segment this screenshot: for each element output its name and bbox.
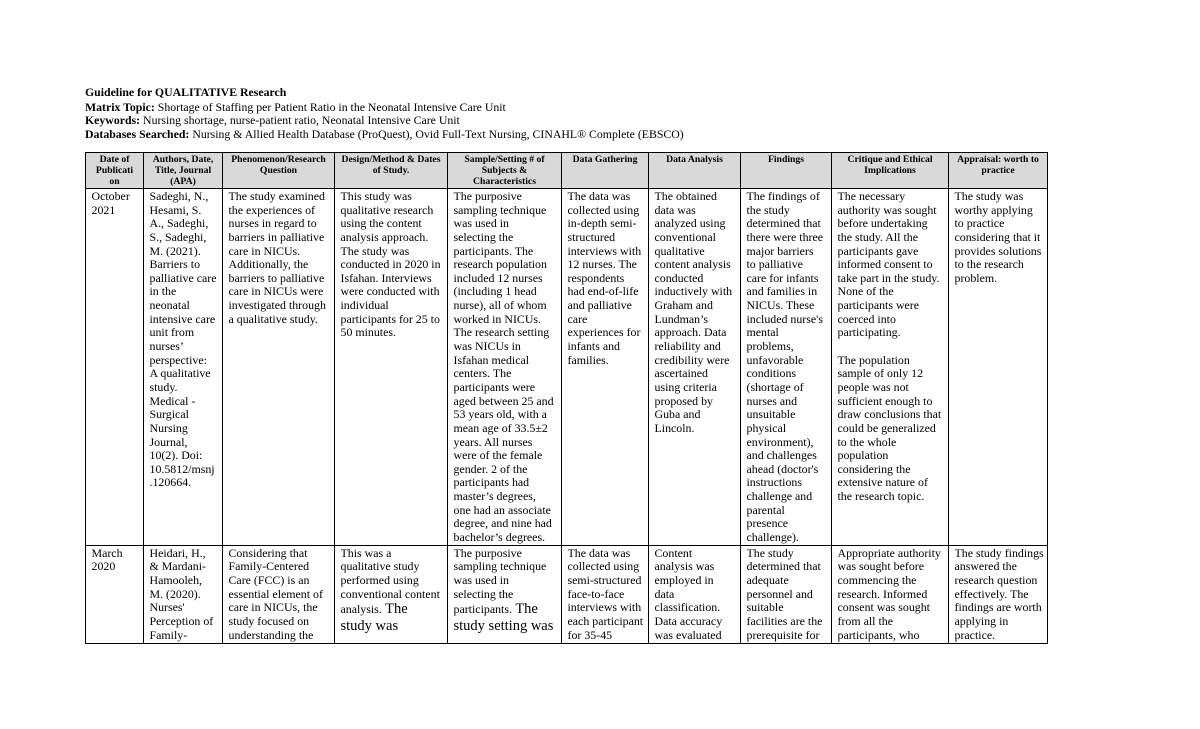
- cell-r2-design-text: [341, 547, 448, 643]
- header-date: Date of Publicati on: [86, 153, 144, 189]
- cell-r1-design: [335, 189, 448, 546]
- cell-r1-phenomenon-text: The study examined the experiences of nurses in regard to barriers in palliative care in NICUs. Additionally, the barriers to palliative care in NICUs were investigated through a qualitative study.: [228, 189, 326, 326]
- header-row: [86, 153, 1048, 189]
- databases-line: [85, 128, 684, 142]
- cell-r1-design-text: This study was qualitative research using the content analysis approach. The study was conducted in 2020 in Isfahan. Interviews were conducted with individual participants for 25 to 50 minutes.: [340, 189, 441, 340]
- keywords-label: Keywords:: [85, 113, 141, 128]
- cell-r1-sample: [448, 189, 562, 546]
- cell-r2-sample-text: [454, 547, 562, 643]
- cell-r1-gathering-text: The data was collected using in-depth semi- structured interviews with 12 nurses. The respondents had end-of-life and palliative care experiences for infants and families.: [567, 189, 642, 367]
- cell-r1-gathering: [562, 189, 649, 546]
- cell-r2-design-text-large: The study was: [340, 601, 408, 635]
- cell-r1-critique: [832, 189, 949, 546]
- table-row: [86, 545, 1048, 643]
- cell-r1-analysis-text: The obtained data was analyzed using conventional qualitative content analysis conducted inductively with Graham and Lundman’s approach. Data reliability and credibility were ascertained using criteria proposed by Guba and Lincoln.: [654, 189, 733, 435]
- cell-r1-authors: [144, 189, 223, 546]
- cell-r2-analysis: [649, 545, 741, 643]
- cell-r2-critique: [832, 545, 949, 643]
- cell-r1-findings: [741, 189, 832, 546]
- cell-r2-gathering-text: The data was collected using semi-structured face-to-face interviews with each participant for 35-45: [567, 546, 644, 642]
- cell-r2-sample-text-large: The study setting was: [453, 601, 554, 635]
- cell-r2-authors-text: Heidari, H., & Mardani- Hamooleh, M. (2020). Nurses' Perception of Family-: [149, 546, 214, 642]
- cell-r1-sample-text: The purposive sampling technique was used in selecting the participants. The research population included 12 nurses (including 1 head nurse), all of whom worked in NICUs. The research setting was NICUs in Isfahan medical centers. The participants were aged between 25 and 53 years old, with a mean age of 33.5±2 years. All nurses were of the female gender. 2 of the participants had master’s degrees, one had an associate degree, and nine had bachelor’s degrees.: [453, 189, 554, 545]
- cell-r2-findings-text: The study determined that adequate personnel and suitable facilities are the prerequisite for: [746, 546, 823, 642]
- header-gathering: Data Gathering: [562, 153, 649, 189]
- cell-r2-findings: [741, 545, 832, 643]
- keywords-line: [85, 114, 684, 128]
- cell-r2-appraisal: [949, 545, 1048, 643]
- document-title: Guideline for QUALITATIVE Research: [85, 85, 287, 99]
- header-phenomenon: Phenomenon/Research Question: [223, 153, 335, 189]
- cell-r2-gathering: [562, 545, 649, 643]
- header-sample: Sample/Setting # of Subjects & Characteristics: [448, 153, 562, 189]
- matrix-topic-line: [85, 101, 684, 115]
- cell-r2-sample-text-normal: The purposive sampling technique was used in selecting the participants.: [453, 546, 547, 617]
- cell-r1-findings-text: The findings of the study determined that there were three major barriers to palliative care for infants and families in NICUs. These included nurse's mental problems, unfavorable conditions (shortage of nurses and unsuitable physical environment), and challenges ahead (doctor's instructions challenge and parental presence challenge).: [746, 189, 824, 545]
- header-appraisal: Appraisal: worth to practice: [949, 153, 1048, 189]
- cell-r2-date: [86, 545, 144, 643]
- cell-r2-sample: [448, 545, 562, 643]
- cell-r2-phenomenon-text: Considering that Family-Centered Care (FCC) is an essential element of care in NICUs, the study focused on understanding the: [228, 546, 323, 642]
- header-analysis: Data Analysis: [649, 153, 741, 189]
- research-matrix-table: [85, 152, 1048, 644]
- cell-r2-authors: [144, 545, 223, 643]
- cell-r1-phenomenon: [223, 189, 335, 546]
- cell-r2-date-text: March 2020: [91, 546, 123, 574]
- cell-r1-date-text: October 2021: [91, 189, 130, 217]
- cell-r2-analysis-text: Content analysis was employed in data classification. Data accuracy was evaluated: [654, 546, 723, 642]
- cell-r1-critique-text: The necessary authority was sought before undertaking the study. All the participants gave informed consent to take part in the study. None of the participants were coerced into participating. The population sample of only 12 people was not sufficient enough to draw conclusions that could be generalized to the whole population considering the extensive nature of the research topic.: [837, 189, 942, 504]
- keywords-value: Nursing shortage, nurse-patient ratio, Neonatal Intensive Care Unit: [143, 113, 460, 128]
- databases-value: Nursing & Allied Health Database (ProQuest), Ovid Full-Text Nursing, CINAHL® Complete (EBSCO): [192, 126, 684, 141]
- table-body: [86, 189, 1048, 644]
- cell-r1-authors-text: Sadeghi, N., Hesami, S. A., Sadeghi, S., Sadeghi, M. (2021). Barriers to palliative care in the neonatal intensive care unit from nurses’ perspective: A qualitative study. Medical - Surgical Nursing Journal, 10(2). Doi: 10.5812/msnj .120664.: [149, 189, 217, 490]
- table-row: [86, 189, 1048, 546]
- document-header: [85, 86, 684, 141]
- cell-r1-analysis: [649, 189, 741, 546]
- cell-r2-critique-text: Appropriate authority was sought before commencing the research. Informed consent was sought from all the participants, who: [837, 546, 941, 642]
- cell-r2-design-text-normal: This was a qualitative study performed using conventional content analysis.: [340, 546, 440, 617]
- matrix-topic-label: Matrix Topic:: [85, 99, 155, 114]
- cell-r2-appraisal-text: The study findings answered the research question effectively. The findings are worth applying in practice.: [954, 546, 1044, 642]
- cell-r1-date: [86, 189, 144, 546]
- table-head: [86, 153, 1048, 189]
- cell-r1-appraisal-text: The study was worthy applying to practice considering that it provides solutions to the research problem.: [954, 189, 1042, 285]
- matrix-topic-value: Shortage of Staffing per Patient Ratio in the Neonatal Intensive Care Unit: [157, 99, 506, 114]
- cell-r2-design: [335, 545, 448, 643]
- cell-r2-phenomenon: [223, 545, 335, 643]
- header-design: Design/Method & Dates of Study.: [335, 153, 448, 189]
- databases-label: Databases Searched:: [85, 126, 190, 141]
- header-findings: Findings: [741, 153, 832, 189]
- cell-r1-appraisal: [949, 189, 1048, 546]
- header-authors: Authors, Date, Title, Journal (APA): [144, 153, 223, 189]
- header-critique: Critique and Ethical Implications: [832, 153, 949, 189]
